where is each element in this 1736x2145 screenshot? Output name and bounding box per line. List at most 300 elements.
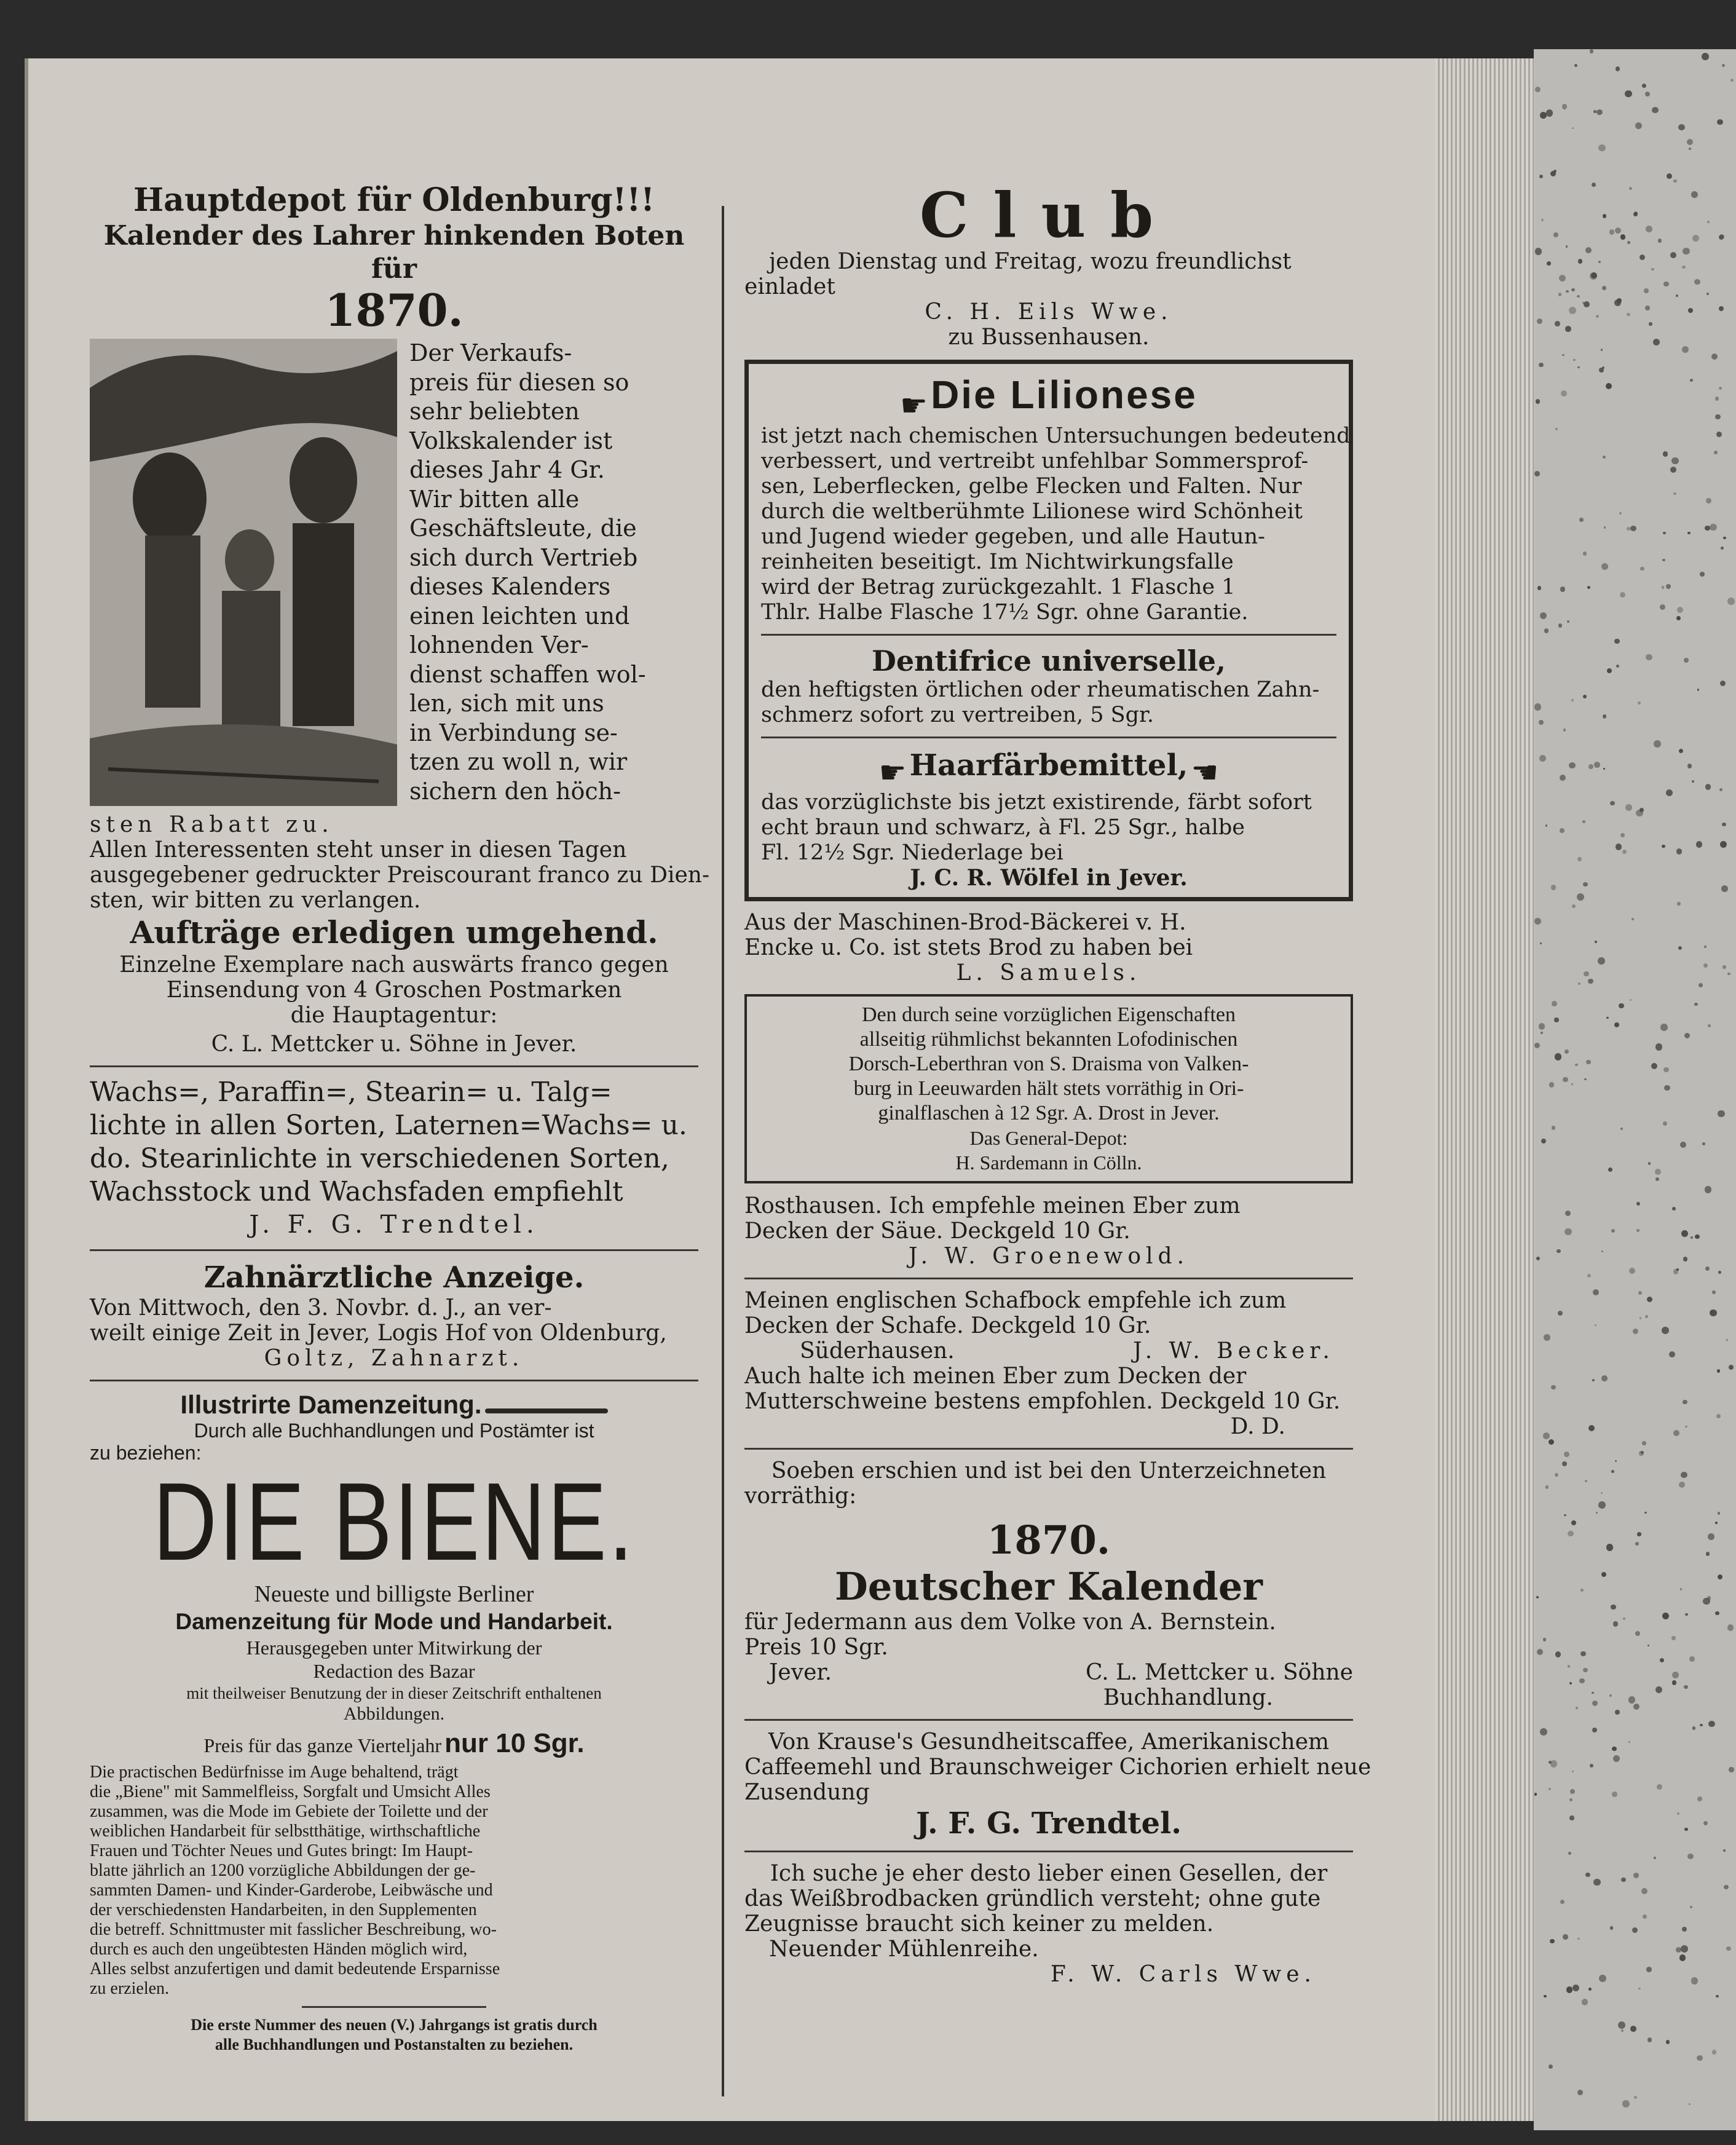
cover-speck bbox=[1708, 1024, 1711, 1027]
cover-speck bbox=[1691, 1236, 1694, 1239]
cover-speck bbox=[1708, 1721, 1715, 1728]
cover-speck bbox=[1689, 1656, 1695, 1662]
cover-speck bbox=[1646, 226, 1652, 232]
cover-speck bbox=[1545, 824, 1548, 827]
cover-speck bbox=[1689, 148, 1692, 151]
text-line: Meinen englischen Schafbock empfehle ich zum bbox=[744, 1288, 1287, 1313]
cover-speck bbox=[1541, 219, 1544, 222]
text-line: weiblichen Handarbeit für selbstthätige, wirthschaftliche bbox=[90, 1822, 481, 1841]
cover-speck bbox=[1646, 1967, 1652, 1972]
book-page-edges bbox=[1435, 58, 1534, 2121]
cover-speck bbox=[1676, 848, 1683, 855]
cover-speck bbox=[1722, 823, 1726, 826]
cover-speck bbox=[1687, 764, 1692, 768]
cover-speck bbox=[1679, 1954, 1686, 1961]
cover-speck bbox=[1572, 127, 1574, 129]
cover-speck bbox=[1537, 1649, 1543, 1655]
cover-speck bbox=[1706, 1552, 1710, 1556]
text-line: zu erzielen. bbox=[90, 1979, 170, 1998]
club-title: Club bbox=[919, 179, 1178, 251]
cover-speck bbox=[1634, 2096, 1637, 2099]
text-line: sich durch Vertrieb bbox=[409, 543, 638, 571]
left-column bbox=[90, 181, 710, 2055]
cover-speck bbox=[1673, 1430, 1679, 1436]
cover-speck bbox=[1555, 321, 1560, 326]
cover-speck bbox=[1551, 885, 1556, 890]
text-line: Caffeemehl und Braunschweiger Cichorien erhielt neue bbox=[744, 1755, 1371, 1780]
cover-speck bbox=[1717, 119, 1723, 125]
biene-intro bbox=[90, 1420, 698, 1464]
text-line: Wachs=, Paraffin=, Stearin= u. Talg= bbox=[90, 1076, 612, 1108]
cover-speck bbox=[1552, 1126, 1555, 1129]
cover-speck bbox=[1695, 1234, 1699, 1239]
cover-speck bbox=[1681, 1472, 1687, 1479]
text-line: Die practischen Bedürfnisse im Auge behaltend, trägt bbox=[90, 1763, 459, 1782]
cover-speck bbox=[1598, 957, 1605, 965]
cover-speck bbox=[1584, 1078, 1587, 1081]
cover-speck bbox=[1648, 1162, 1651, 1164]
cover-speck bbox=[1727, 1624, 1734, 1630]
cover-speck bbox=[1534, 1043, 1540, 1048]
cover-speck bbox=[1663, 451, 1668, 457]
kalender-title: Deutscher Kalender bbox=[835, 1564, 1263, 1609]
cover-speck bbox=[1641, 1888, 1647, 1894]
cover-speck bbox=[1612, 1791, 1617, 1797]
cover-speck bbox=[1616, 843, 1622, 850]
cover-speck bbox=[1727, 973, 1730, 976]
cover-speck bbox=[1622, 2100, 1630, 2107]
haar-title-row bbox=[761, 747, 1336, 791]
cover-speck bbox=[1580, 1651, 1586, 1657]
cover-speck bbox=[1684, 658, 1689, 663]
text-line: Wachsstock und Wachsfaden empfiehlt bbox=[90, 1176, 623, 1207]
cover-speck bbox=[1620, 234, 1625, 239]
pointing-hand-left-icon: ☚ bbox=[1191, 754, 1219, 790]
cover-speck bbox=[1654, 740, 1661, 748]
text-line: durch die weltberühmte Lilionese wird Schönheit bbox=[761, 499, 1303, 524]
text-line: Zeugnisse braucht sich keiner zu melden. bbox=[744, 1911, 1214, 1937]
cover-speck bbox=[1601, 349, 1603, 350]
cover-speck bbox=[1598, 144, 1606, 152]
cover-speck bbox=[1679, 1482, 1685, 1488]
kalender-signature-2: Buchhandlung. bbox=[1103, 1685, 1273, 1710]
text-line: den heftigsten örtlichen oder rheumatischen Zahn- bbox=[761, 677, 1320, 702]
cover-speck bbox=[1562, 104, 1568, 109]
separator bbox=[744, 1448, 1353, 1450]
cover-speck bbox=[1559, 275, 1566, 282]
cover-speck bbox=[1702, 53, 1709, 60]
cover-speck bbox=[1592, 183, 1596, 187]
lilionese-text bbox=[761, 423, 1351, 625]
cover-speck bbox=[1588, 1988, 1592, 1991]
text-line: vorräthig: bbox=[744, 1483, 857, 1509]
cover-speck bbox=[1568, 1852, 1571, 1854]
text-line: das vorzüglichste bis jetzt existirende, färbt sofort bbox=[761, 790, 1312, 815]
cover-speck bbox=[1580, 1589, 1584, 1592]
caffee-ad bbox=[744, 1729, 1371, 1842]
cover-speck bbox=[1682, 346, 1689, 353]
cover-speck bbox=[1663, 1121, 1667, 1126]
text-line: Ich suche je eher desto lieber einen Gesellen, der bbox=[770, 1861, 1328, 1886]
cover-speck bbox=[1697, 1796, 1702, 1801]
cover-speck bbox=[1691, 1977, 1699, 1985]
separator bbox=[90, 1380, 698, 1381]
geselle-ad bbox=[744, 1861, 1353, 1987]
cover-speck bbox=[1610, 801, 1614, 805]
cover-speck bbox=[1613, 1621, 1618, 1626]
text-line: dienst schaffen wol- bbox=[409, 660, 646, 688]
text-line: Der Verkaufs- bbox=[409, 339, 572, 366]
cover-speck bbox=[1684, 1033, 1690, 1038]
cover-speck bbox=[1717, 1369, 1720, 1372]
text-line: Geschäftsleute, die bbox=[409, 515, 637, 542]
separator bbox=[90, 1065, 698, 1067]
eber-ad bbox=[744, 1193, 1353, 1269]
cover-speck bbox=[1690, 379, 1693, 382]
cover-speck bbox=[1596, 315, 1599, 318]
text-line: Zusendung bbox=[744, 1780, 870, 1805]
cover-speck bbox=[1670, 467, 1676, 473]
text-line: Encke u. Co. ist stets Brod zu haben bei bbox=[744, 935, 1193, 960]
book-cover bbox=[1534, 49, 1736, 2130]
separator bbox=[744, 1851, 1353, 1852]
text-line: ginalflaschen à 12 Sgr. A. Drost in Jever. bbox=[878, 1102, 1220, 1124]
text-line: Auch halte ich meinen Eber zum Decken der bbox=[744, 1364, 1247, 1389]
cover-speck bbox=[1540, 612, 1547, 619]
cover-speck bbox=[1642, 84, 1646, 88]
separator bbox=[90, 1249, 698, 1251]
cover-speck bbox=[1636, 810, 1643, 817]
cover-speck bbox=[1606, 383, 1612, 389]
biene-header: Illustrirte Damenzeitung. bbox=[180, 1390, 482, 1419]
cover-speck bbox=[1647, 1297, 1652, 1302]
cover-speck bbox=[1586, 1060, 1591, 1065]
zahnarzt-text bbox=[90, 1295, 698, 1346]
einzelne-text bbox=[90, 952, 698, 1028]
cover-speck bbox=[1537, 318, 1542, 324]
cover-speck bbox=[1601, 1492, 1603, 1494]
cover-speck bbox=[1719, 306, 1724, 311]
text-line: sammten Damen- und Kinder-Garderobe, Leibwäsche und bbox=[90, 1881, 493, 1900]
text-line: lichte in allen Sorten, Laternen=Wachs= u. bbox=[90, 1110, 687, 1141]
hauptdepot-body bbox=[90, 339, 698, 812]
cover-speck bbox=[1685, 1613, 1688, 1616]
cover-speck bbox=[1700, 1724, 1702, 1726]
woodcut-illustration bbox=[90, 339, 397, 806]
cover-speck bbox=[1719, 235, 1724, 240]
auftraege-headline: Aufträge erledigen umgehend. bbox=[130, 914, 658, 950]
cover-speck bbox=[1684, 1828, 1687, 1831]
text-line: sten Rabatt zu. bbox=[90, 812, 334, 837]
text-line: die betreff. Schnittmuster mit fasslicher Beschreibung, wo- bbox=[90, 1920, 497, 1939]
text-line: die „Biene" mit Sammelfleiss, Sorgfalt und Umsicht Alles bbox=[90, 1782, 491, 1801]
cover-speck bbox=[1627, 313, 1630, 317]
haar-title: Haarfärbemittel, bbox=[909, 748, 1188, 783]
cover-speck bbox=[1669, 1351, 1676, 1358]
cover-speck bbox=[1569, 762, 1575, 768]
cover-speck bbox=[1563, 1934, 1568, 1940]
cover-speck bbox=[1556, 1249, 1561, 1254]
cover-speck bbox=[1651, 268, 1654, 271]
text-line: Alles selbst anzufertigen und damit bedeutende Ersparnisse bbox=[90, 1959, 500, 1978]
cover-speck bbox=[1543, 1638, 1547, 1641]
cover-speck bbox=[1712, 1290, 1716, 1294]
cover-speck bbox=[1583, 695, 1587, 698]
cover-speck bbox=[1595, 941, 1597, 943]
biene-line5: mit theilweiser Benutzung der in dieser Zeitschrift enthaltenen bbox=[186, 1684, 602, 1702]
schafbock-place: Süderhausen. bbox=[800, 1338, 955, 1364]
cover-speck bbox=[1616, 665, 1619, 668]
cover-speck bbox=[1593, 110, 1596, 113]
cover-speck bbox=[1673, 180, 1676, 183]
cover-speck bbox=[1681, 1945, 1688, 1953]
cover-speck bbox=[1678, 124, 1684, 130]
separator bbox=[744, 1278, 1353, 1279]
cover-speck bbox=[1620, 1128, 1623, 1130]
cover-speck bbox=[1692, 235, 1699, 242]
cover-speck bbox=[1607, 668, 1612, 674]
biene-line4: Redaction des Bazar bbox=[313, 1660, 475, 1682]
text-line: die Hauptagentur: bbox=[290, 1003, 498, 1028]
text-line: das Weißbrodbacken gründlich versteht; ohne gute bbox=[744, 1886, 1321, 1911]
cover-speck bbox=[1672, 1672, 1679, 1678]
cover-speck bbox=[1712, 2050, 1717, 2055]
zahnarzt-signature: Goltz, Zahnarzt. bbox=[264, 1346, 524, 1371]
cover-speck bbox=[1715, 1522, 1718, 1524]
cover-speck bbox=[1564, 1228, 1572, 1236]
cover-speck bbox=[1606, 1544, 1614, 1551]
cover-speck bbox=[1700, 572, 1705, 577]
woodcut-image bbox=[90, 339, 397, 806]
text-line: Mutterschweine bestens empfohlen. Deckgeld 10 Gr. bbox=[744, 1389, 1341, 1414]
separator bbox=[744, 1719, 1353, 1721]
cover-speck bbox=[1566, 1986, 1572, 1993]
cover-speck bbox=[1560, 775, 1566, 781]
cover-speck bbox=[1633, 1704, 1640, 1710]
cover-speck bbox=[1681, 1230, 1688, 1237]
text-line: einen leichten und bbox=[409, 602, 630, 630]
cover-speck bbox=[1612, 1747, 1616, 1751]
cover-speck bbox=[1575, 1064, 1577, 1066]
cover-speck bbox=[1629, 187, 1632, 190]
cover-speck bbox=[1541, 1032, 1543, 1034]
cover-speck bbox=[1703, 963, 1708, 968]
text-line: tzen zu woll n, wir bbox=[409, 748, 628, 775]
cover-speck bbox=[1549, 1439, 1554, 1445]
cover-speck bbox=[1592, 1701, 1598, 1706]
cover-speck bbox=[1601, 1375, 1608, 1381]
cover-speck bbox=[1574, 64, 1578, 68]
cover-speck bbox=[1718, 1512, 1721, 1515]
cover-speck bbox=[1705, 784, 1711, 789]
club-text bbox=[744, 249, 1353, 299]
cover-speck bbox=[1683, 1257, 1688, 1262]
cover-speck bbox=[1662, 1327, 1669, 1334]
text-line: allseitig rühmlichst bekannten Lofodinischen bbox=[859, 1028, 1238, 1051]
text-line: ausgegebener gedruckter Preiscourant franco zu Dien- bbox=[90, 863, 710, 888]
cover-speck bbox=[1710, 1310, 1717, 1317]
right-column bbox=[744, 179, 1371, 1987]
cover-speck bbox=[1537, 586, 1541, 590]
kalender-year: 1870. bbox=[987, 1517, 1111, 1563]
text-line: Rosthausen. Ich empfehle meinen Eber zum bbox=[744, 1193, 1241, 1219]
text-line: len, sich mit uns bbox=[409, 690, 604, 717]
text-line: der verschiedensten Handarbeiten, in den Supplementen bbox=[90, 1900, 477, 1919]
cover-speck bbox=[1730, 79, 1734, 82]
text-line: dieses Kalenders bbox=[409, 573, 611, 600]
cover-speck bbox=[1552, 1001, 1557, 1006]
cover-speck bbox=[1534, 471, 1540, 476]
cover-speck bbox=[1569, 307, 1576, 314]
cover-speck bbox=[1680, 1142, 1686, 1148]
cover-speck bbox=[1613, 1755, 1620, 1762]
leberthran-text bbox=[759, 1003, 1338, 1126]
cover-speck bbox=[1692, 1726, 1695, 1729]
cover-speck bbox=[1647, 2037, 1652, 2042]
kalender-place: Jever. bbox=[769, 1660, 832, 1685]
cover-speck bbox=[1603, 456, 1606, 459]
cover-speck bbox=[1609, 1694, 1612, 1697]
cover-speck bbox=[1571, 1520, 1576, 1525]
cover-speck bbox=[1563, 729, 1566, 731]
leberthran-depot-label: Das General-Depot: bbox=[969, 1127, 1128, 1149]
cover-speck bbox=[1588, 979, 1593, 984]
cover-speck bbox=[1577, 893, 1584, 901]
cover-speck bbox=[1579, 1678, 1585, 1684]
cover-speck bbox=[1615, 227, 1621, 234]
cover-speck bbox=[1667, 173, 1672, 179]
cover-speck bbox=[1663, 532, 1666, 535]
cover-speck bbox=[1553, 232, 1559, 238]
cover-speck bbox=[1602, 366, 1604, 369]
cover-speck bbox=[1644, 1512, 1646, 1514]
cover-speck bbox=[1621, 2029, 1624, 2032]
cover-speck bbox=[1671, 1636, 1676, 1640]
cover-speck bbox=[1722, 64, 1725, 67]
biene-ad bbox=[90, 1390, 698, 2055]
cover-speck bbox=[1583, 551, 1587, 555]
cover-speck bbox=[1553, 170, 1556, 173]
cover-speck bbox=[1637, 1532, 1641, 1536]
cover-speck bbox=[1536, 1596, 1539, 1598]
cover-speck bbox=[1627, 527, 1630, 531]
cover-speck bbox=[1540, 112, 1547, 119]
cover-speck bbox=[1694, 279, 1700, 285]
cover-speck bbox=[1609, 229, 1614, 234]
cover-speck bbox=[1723, 537, 1726, 540]
cover-speck bbox=[1549, 1788, 1551, 1790]
cover-speck bbox=[1577, 857, 1582, 861]
cover-speck bbox=[1689, 2103, 1691, 2105]
cover-speck bbox=[1535, 248, 1542, 255]
newspaper-page bbox=[25, 58, 1442, 2121]
cover-speck bbox=[1653, 339, 1660, 346]
eber-signature: J. W. Groenewold. bbox=[908, 1244, 1190, 1269]
cover-speck bbox=[1672, 1680, 1676, 1685]
cover-speck bbox=[1578, 259, 1583, 264]
cover-speck bbox=[1590, 1764, 1593, 1768]
cover-speck bbox=[1644, 288, 1648, 293]
cover-speck bbox=[1543, 1432, 1550, 1439]
cover-speck bbox=[1688, 308, 1693, 313]
cover-speck bbox=[1564, 1514, 1566, 1516]
cover-speck bbox=[1577, 366, 1580, 369]
text-line: in Verbindung se- bbox=[409, 719, 618, 746]
cover-speck bbox=[1616, 66, 1620, 71]
club-place: zu Bussenhausen. bbox=[948, 325, 1150, 350]
pointing-hand-icon: ☛ bbox=[900, 387, 928, 424]
text-line: Decken der Säue. Deckgeld 10 Gr. bbox=[744, 1219, 1130, 1244]
cover-speck bbox=[1711, 354, 1718, 360]
cover-speck bbox=[1676, 294, 1678, 297]
cover-speck bbox=[1677, 902, 1681, 906]
cover-speck bbox=[1682, 266, 1685, 269]
schafbock-text bbox=[744, 1288, 1353, 1338]
cover-speck bbox=[1611, 1605, 1616, 1610]
club-signature: C. H. Eils Wwe. bbox=[925, 299, 1173, 325]
kalender-signature: C. L. Mettcker u. Söhne bbox=[1085, 1660, 1353, 1685]
biene-footer bbox=[90, 2015, 698, 2055]
cover-speck bbox=[1691, 191, 1698, 198]
cover-speck bbox=[1541, 1139, 1546, 1144]
text-line: preis für diesen so bbox=[409, 368, 629, 396]
cover-speck bbox=[1620, 592, 1625, 598]
cover-speck bbox=[1705, 1186, 1711, 1193]
cover-speck bbox=[1539, 363, 1544, 368]
schafbock-signature: J. W. Becker. bbox=[1133, 1338, 1335, 1364]
cover-speck bbox=[1540, 942, 1542, 944]
text-line: dieses Jahr 4 Gr. bbox=[409, 456, 605, 483]
cover-speck bbox=[1639, 1317, 1641, 1319]
cover-speck bbox=[1676, 616, 1681, 620]
cover-speck bbox=[1546, 109, 1553, 116]
cover-speck bbox=[1554, 1017, 1558, 1022]
eber-text bbox=[744, 1193, 1353, 1244]
kalender-text bbox=[744, 1610, 1353, 1660]
cover-speck bbox=[1603, 214, 1606, 218]
biene-price-row bbox=[90, 1728, 698, 1759]
cover-speck bbox=[1592, 1728, 1597, 1732]
cover-speck bbox=[1663, 282, 1668, 286]
hauptdepot-subtitle: Kalender des Lahrer hinkenden Boten für bbox=[103, 220, 685, 285]
cover-speck bbox=[1599, 1975, 1606, 1982]
cover-speck bbox=[1672, 1207, 1676, 1211]
cover-speck bbox=[1603, 768, 1605, 770]
cover-speck bbox=[1621, 1878, 1626, 1882]
biene-line1: Neueste und billigste Berliner bbox=[254, 1581, 534, 1607]
cover-speck bbox=[1696, 841, 1703, 848]
cover-speck bbox=[1629, 1268, 1636, 1274]
cover-speck bbox=[1539, 1023, 1545, 1029]
decorative-swash bbox=[485, 1408, 608, 1413]
cover-speck bbox=[1614, 639, 1619, 644]
cover-speck bbox=[1641, 1451, 1644, 1454]
cover-speck bbox=[1582, 1999, 1588, 2005]
cover-speck bbox=[1614, 299, 1621, 306]
cover-speck bbox=[1647, 1645, 1649, 1646]
cover-speck bbox=[1671, 457, 1679, 465]
cover-speck bbox=[1534, 703, 1542, 711]
text-line: Thlr. Halbe Flasche 17½ Sgr. ohne Garantie. bbox=[761, 599, 1249, 625]
cover-speck bbox=[1587, 1274, 1592, 1278]
text-line: sehr beliebten bbox=[409, 398, 580, 425]
cover-speck bbox=[1652, 107, 1658, 113]
cover-speck bbox=[1578, 982, 1580, 985]
cover-speck bbox=[1566, 290, 1568, 293]
cover-speck bbox=[1628, 1696, 1636, 1704]
cover-speck bbox=[1677, 607, 1683, 613]
haar-text bbox=[761, 790, 1336, 866]
